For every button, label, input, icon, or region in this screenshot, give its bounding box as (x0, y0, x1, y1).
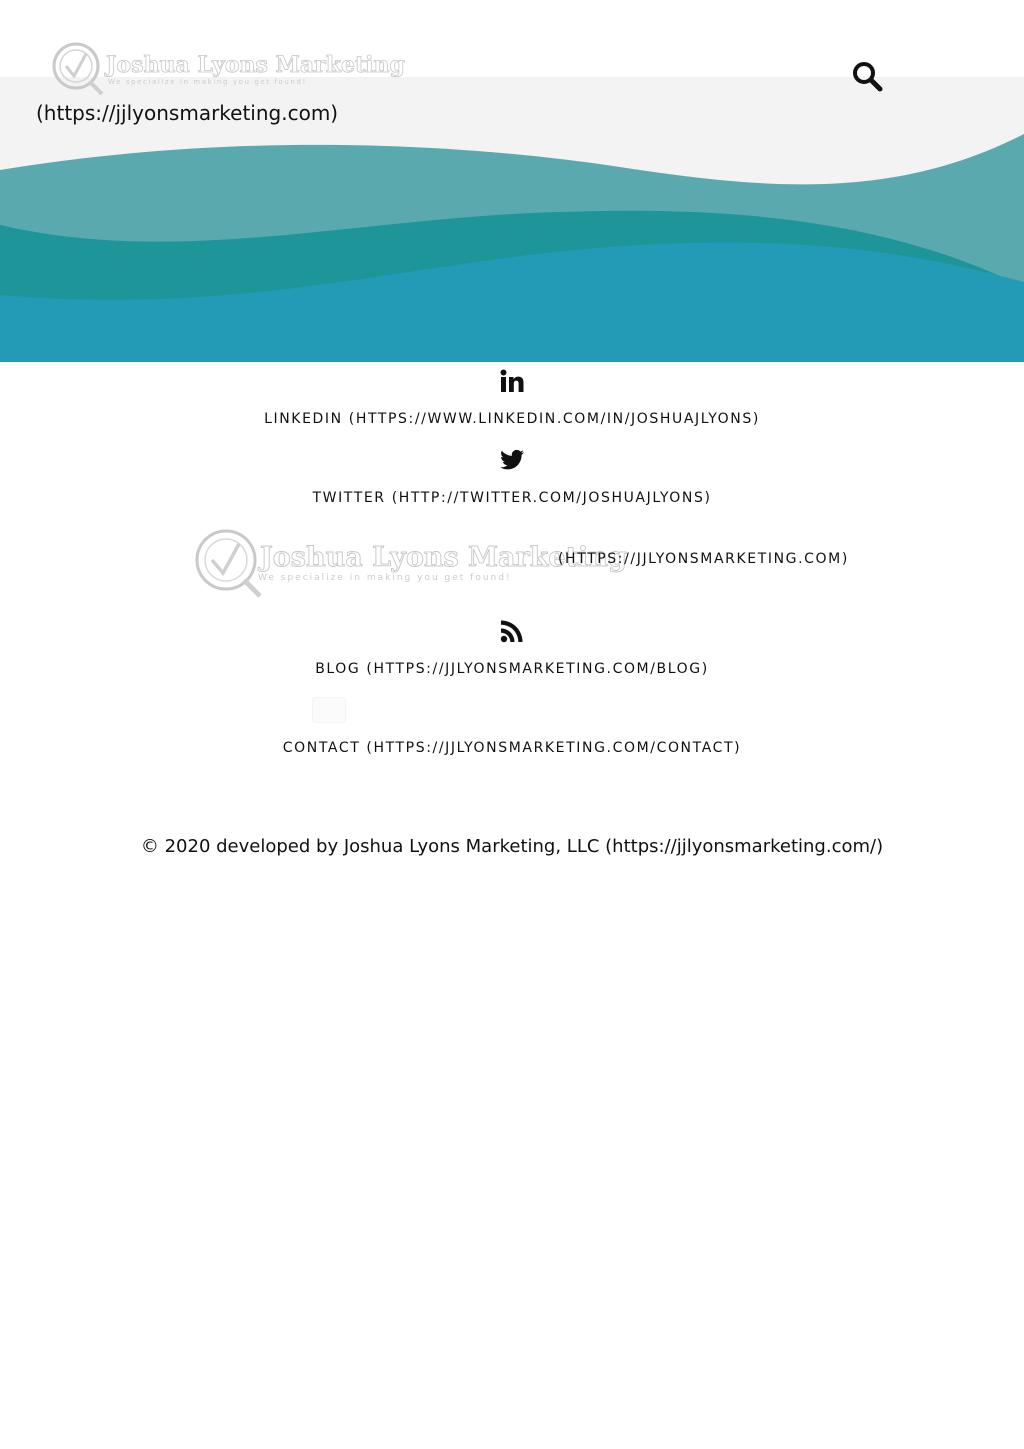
home-url-link[interactable]: (HTTPS://JJLYONSMARKETING.COM) (558, 551, 849, 567)
contact-link[interactable]: CONTACT (HTTPS://JJLYONSMARKETING.COM/CONTACT) (282, 740, 742, 756)
logo-mark (50, 38, 405, 98)
twitter-block (0, 447, 1024, 506)
linkedin-link[interactable]: LINKEDIN (HTTPS://WWW.LINKEDIN.COM/IN/JOSHUAJLYONS) (264, 411, 760, 427)
contact-icon (312, 697, 346, 723)
footer-logo[interactable] (192, 524, 627, 600)
site-logo[interactable] (50, 38, 405, 98)
search-icon (850, 59, 884, 93)
copyright (0, 836, 1024, 857)
svg-text:Joshua Lyons Marketing: Joshua Lyons Marketing (106, 52, 405, 78)
blog-link[interactable]: BLOG (HTTPS://JJLYONSMARKETING.COM/BLOG) (315, 661, 709, 677)
home-logo-row (0, 524, 1024, 600)
svg-text:We specialize in making you ge: We specialize in making you get found! (258, 573, 512, 583)
linkedin-icon[interactable] (499, 368, 525, 394)
copyright-prefix: © 2020 developed by (140, 836, 344, 857)
blog-block (0, 618, 1024, 677)
contact-block (0, 737, 1024, 756)
svg-text:Joshua Lyons Marketing: Joshua Lyons Marketing (260, 542, 627, 573)
linkedin-block (0, 368, 1024, 427)
company-link[interactable]: Joshua Lyons Marketing, LLC (https://jjlyonsmarketing.com/) (343, 836, 884, 857)
footer-logo-mark (192, 524, 627, 600)
search-button[interactable] (850, 59, 884, 93)
rss-icon[interactable] (499, 618, 525, 644)
twitter-link[interactable]: TWITTER (HTTP://TWITTER.COM/JOSHUAJLYONS) (312, 490, 712, 506)
home-link[interactable]: (https://jjlyonsmarketing.com) (36, 101, 339, 125)
twitter-icon[interactable] (499, 447, 525, 473)
svg-text:We specialize in making you ge: We specialize in making you get found! (108, 78, 307, 86)
